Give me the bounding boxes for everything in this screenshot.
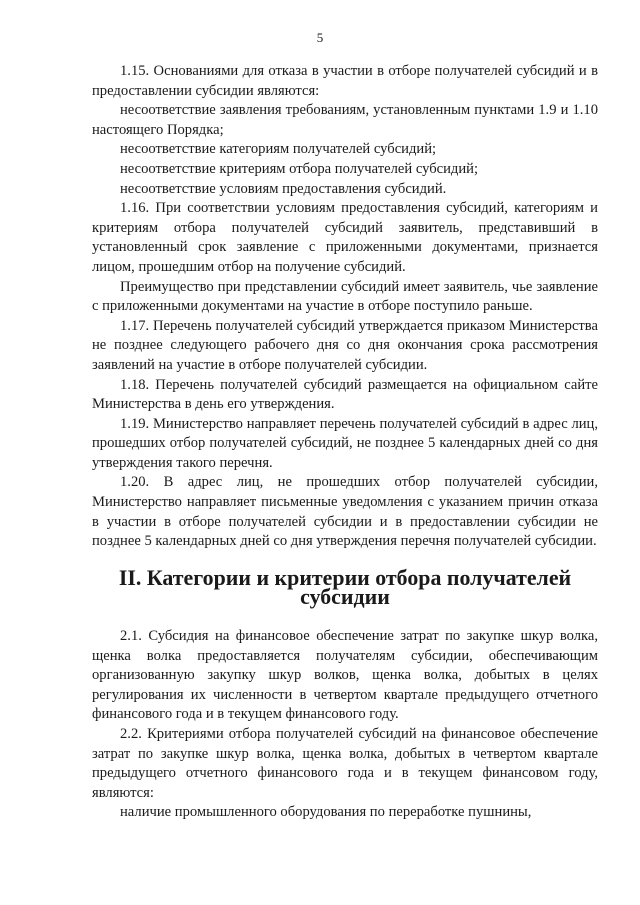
paragraph-2-1: 2.1. Субсидия на финансовое обеспечение затрат по закупке шкур волка, щенка волка предоставляется получателям субсидии, обеспечивающим организованную закупку шкур волков, щенка волка, добытых в целях регулирования их численности в четвертом квартале предыдущего отчетного финансового года и в текущем финансового году. [92,628,598,723]
paragraph-1-16: 1.16. При соответствии условиям предоставления субсидий, категориям и критериям отбора получателей субсидий заявитель, представивший в установленный срок заявление с приложенными документами, признается лицом, прошедшим отбор на получение субсидий. [92,200,598,275]
paragraph-reason-application: несоответствие заявления требованиям, установленным пунктами 1.9 и 1.10 настоящего Порядка; [92,102,598,138]
paragraph-reason-criteria: несоответствие критериям отбора получателей субсидий; [120,160,479,177]
paragraph-1-18: 1.18. Перечень получателей субсидий размещается на официальном сайте Министерства в день его утверждения. [92,376,598,413]
paragraph-priority: Преимущество при представлении субсидий имеет заявитель, чье заявление с приложенными документами на участие в отборе поступило раньше. [92,278,598,315]
paragraph-1-19: 1.19. Министерство направляет перечень получателей субсидий в адрес лиц, прошедших отбор получателей субсидий, не позднее 5 календарных дней со дня утверждения такого перечня. [92,415,598,471]
paragraph-reason-categories: несоответствие категориям получателей субсидий; [120,141,437,158]
paragraph-1-15: 1.15. Основаниями для отказа в участии в отборе получателей субсидий и в предоставлении субсидии являются: [92,63,598,99]
paragraph-criterion-equipment: наличие промышленного оборудования по переработке пушнины, [120,804,532,821]
section-heading: II. Категории и критерии отбора получателей субсидии [118,564,572,610]
paragraph-1-17: 1.17. Перечень получателей субсидий утверждается приказом Министерства не позднее следующего рабочего дня со дня окончания срока рассмотрения заявлений на участие в отборе получателей субсидии. [92,317,598,373]
paragraph-reason-conditions: несоответствие условиям предоставления субсидий. [120,180,447,197]
document-body [92,62,598,823]
page-number: 5 [316,30,324,45]
paragraph-2-2: 2.2. Критериями отбора получателей субсидий на финансовое обеспечение затрат по закупке шкур волка, щенка волка, добытых в четвертом квартале предыдущего отчетного финансового года и в текущем финансовом году, являются: [92,726,598,801]
paragraph-1-20: 1.20. В адрес лиц, не прошедших отбор получателей субсидии, Министерство направляет письменные уведомления с указанием причин отказа в участии в отборе получателей субсидии и в предоставлении субсидии не позднее 5 календарных дней со дня утверждения перечня получателей субсидии. [92,474,598,550]
